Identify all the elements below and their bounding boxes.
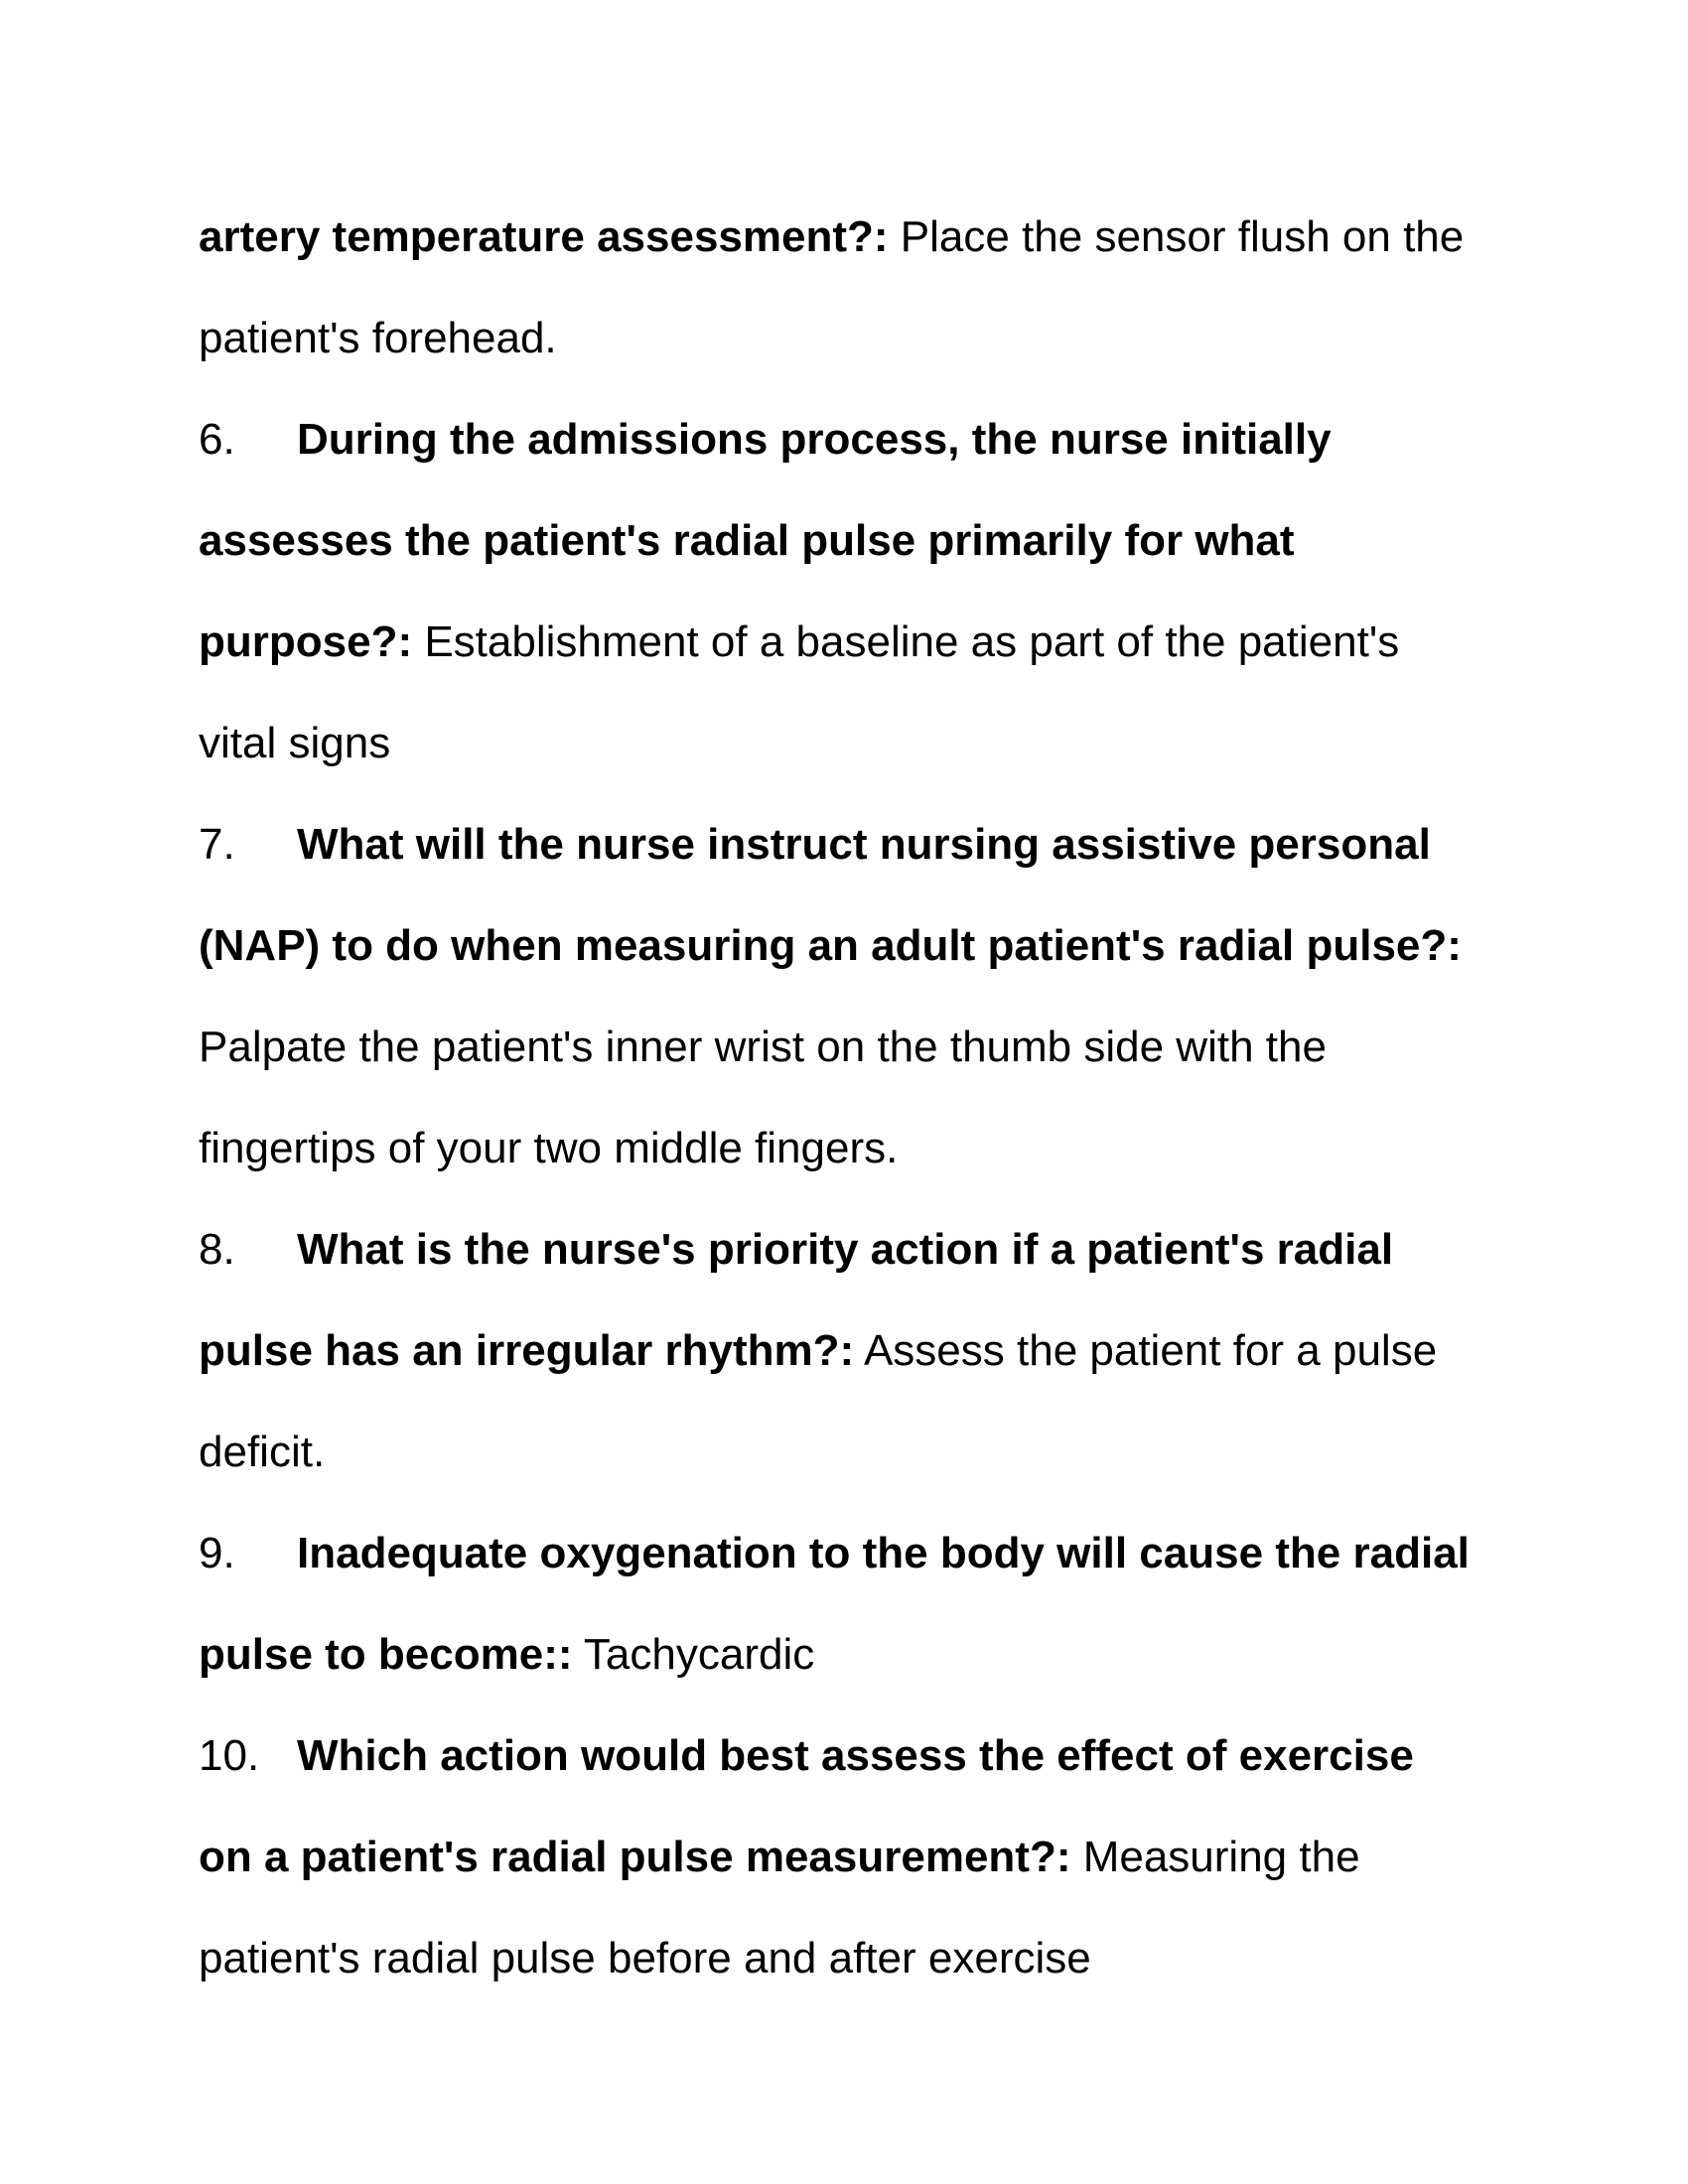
answer-text: Establishment of a baseline as part of the patient's xyxy=(412,617,1400,666)
text-line xyxy=(199,288,1509,389)
answer-text: patient's forehead. xyxy=(199,314,557,362)
question-text: assesses the patient's radial pulse primarily for what xyxy=(199,516,1295,565)
answer-text: Tachycardic xyxy=(572,1630,815,1679)
answer-text: deficit. xyxy=(199,1428,326,1476)
question-text: on a patient's radial pulse measurement?: xyxy=(199,1833,1071,1881)
text-line xyxy=(199,997,1509,1098)
item-number: 7. xyxy=(199,820,235,869)
item-number: 9. xyxy=(199,1529,235,1577)
item-number: 8. xyxy=(199,1225,235,1274)
qa-item-6 xyxy=(199,389,1509,794)
qa-item-10 xyxy=(199,1706,1509,2009)
qa-item-5-continued xyxy=(199,187,1509,389)
text-line xyxy=(199,1604,1509,1706)
item-number: 6. xyxy=(199,415,235,464)
answer-text: Place the sensor flush on the xyxy=(888,212,1465,261)
answer-text: fingertips of your two middle fingers. xyxy=(199,1124,899,1172)
question-text: (NAP) to do when measuring an adult patient's radial pulse?: xyxy=(199,921,1462,970)
question-text: What will the nurse instruct nursing assistive personal xyxy=(297,820,1431,869)
text-line xyxy=(199,187,1509,288)
question-text: pulse has an irregular rhythm?: xyxy=(199,1326,855,1375)
question-text: artery temperature assessment?: xyxy=(199,212,889,261)
text-line xyxy=(199,794,1509,895)
text-line xyxy=(199,490,1509,592)
question-text: purpose?: xyxy=(199,617,413,666)
answer-text: vital signs xyxy=(199,719,391,767)
qa-item-7 xyxy=(199,794,1509,1199)
answer-text: Measuring the xyxy=(1070,1833,1360,1881)
answer-text: Palpate the patient's inner wrist on the thumb side with the xyxy=(199,1023,1327,1071)
answer-text: Assess the patient for a pulse xyxy=(854,1326,1438,1375)
text-line xyxy=(199,1199,1509,1300)
text-line xyxy=(199,1503,1509,1604)
text-line xyxy=(199,1300,1509,1402)
text-line xyxy=(199,1807,1509,1908)
text-line xyxy=(199,895,1509,997)
question-text: pulse to become:: xyxy=(199,1630,573,1679)
question-text: Which action would best assess the effect of exercise xyxy=(297,1731,1414,1780)
text-line xyxy=(199,1098,1509,1199)
question-text: What is the nurse's priority action if a patient's radial xyxy=(297,1225,1394,1274)
document-content xyxy=(199,187,1509,2009)
text-line xyxy=(199,1706,1509,1807)
text-line xyxy=(199,389,1509,490)
text-line xyxy=(199,1402,1509,1503)
item-number: 10. xyxy=(199,1731,260,1780)
text-line xyxy=(199,592,1509,693)
answer-text: patient's radial pulse before and after exercise xyxy=(199,1934,1091,1982)
qa-item-8 xyxy=(199,1199,1509,1503)
question-text: Inadequate oxygenation to the body will cause the radial xyxy=(297,1529,1470,1577)
qa-item-9 xyxy=(199,1503,1509,1706)
text-line xyxy=(199,1908,1509,2009)
question-text: During the admissions process, the nurse initially xyxy=(297,415,1332,464)
text-line xyxy=(199,693,1509,794)
